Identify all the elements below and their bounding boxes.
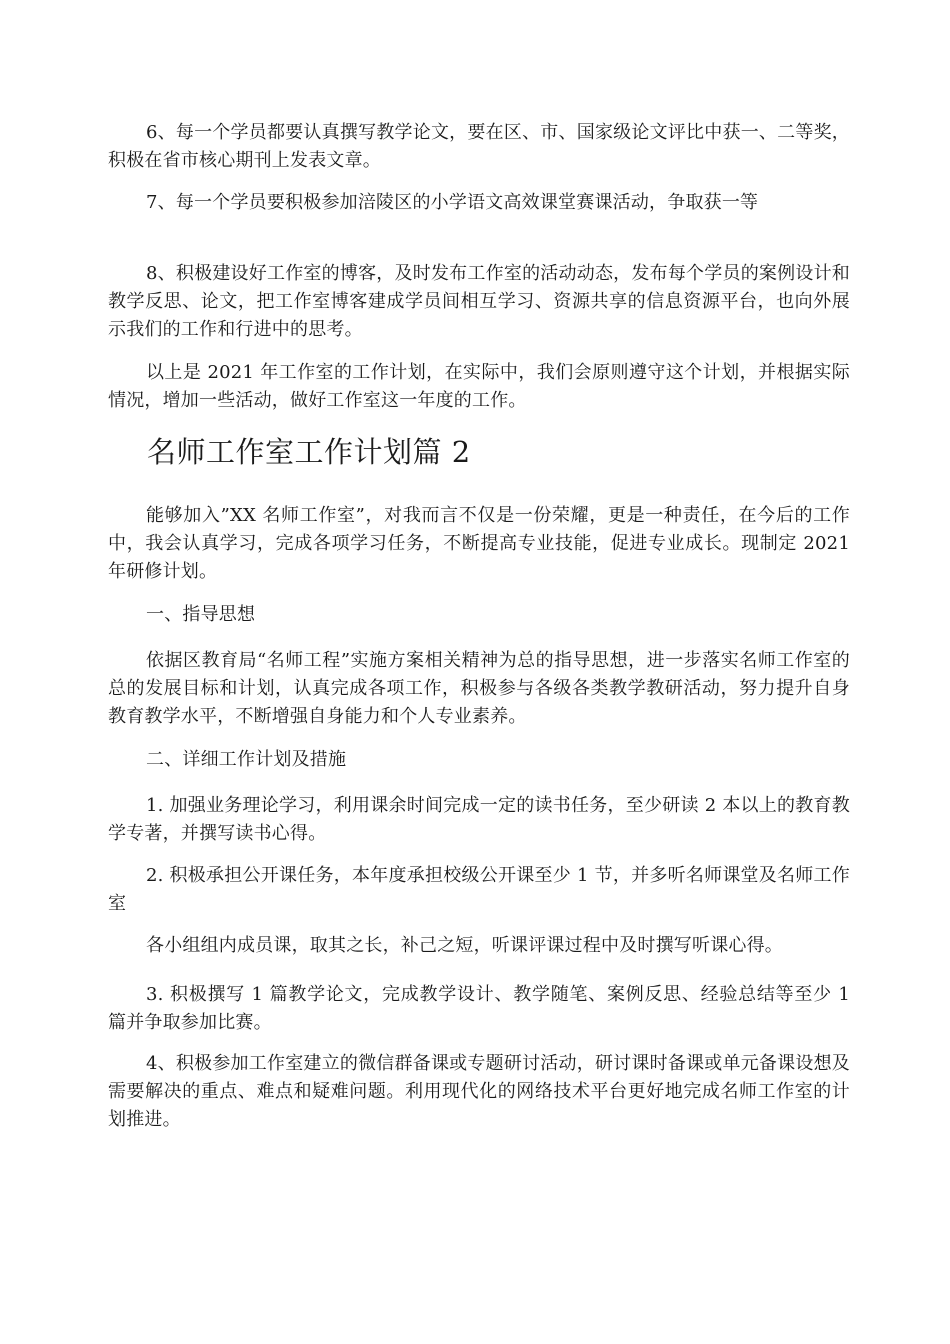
- section-heading: 名师工作室工作计划篇 2: [147, 435, 471, 469]
- subheading-guiding-thought: 一、指导思想: [146, 604, 256, 625]
- subheading-work-plan: 二、详细工作计划及措施: [146, 749, 347, 770]
- list-item-2: 2. 积极承担公开课任务，本年度承担校级公开课至少 1 节，并多听名师课堂及名师工作室: [108, 865, 850, 914]
- list-item-2-continued: 各小组组内成员课，取其之长，补己之短，听课评课过程中及时撰写听课心得。: [146, 935, 783, 956]
- list-item-3: 3. 积极撰写 1 篇教学论文，完成教学设计、教学随笔、案例反思、经验总结等至少 1 篇并争取参加比赛。: [108, 984, 850, 1033]
- list-item-1: 1. 加强业务理论学习，利用课余时间完成一定的读书任务，至少研读 2 本以上的教育教学专著，并撰写读书心得。: [108, 795, 850, 844]
- paragraph-item-7: 7、每一个学员要积极参加涪陵区的小学语文高效课堂赛课活动，争取获一等: [146, 192, 759, 213]
- paragraph-item-8: 8、积极建设好工作室的博客，及时发布工作室的活动动态，发布每个学员的案例设计和教学反思、论文，把工作室博客建成学员间相互学习、资源共享的信息资源平台，也向外展示我们的工作和行进中的思考。: [108, 263, 850, 340]
- paragraph-summary: 以上是 2021 年工作室的工作计划，在实际中，我们会原则遵守这个计划，并根据实际情况，增加一些活动，做好工作室这一年度的工作。: [108, 362, 850, 411]
- paragraph-intro: 能够加入”XX 名师工作室”，对我而言不仅是一份荣耀，更是一种责任，在今后的工作中，我会认真学习，完成各项学习任务，不断提高专业技能，促进专业成长。现制定 2021 年研修计划。: [108, 505, 850, 582]
- paragraph-guiding-thought: 依据区教育局“名师工程”实施方案相关精神为总的指导思想，进一步落实名师工作室的总的发展目标和计划，认真完成各项工作，积极参与各级各类教学教研活动，努力提升自身教育教学水平，不断增强自身能力和个人专业素养。: [108, 650, 850, 727]
- paragraph-item-6: 6、每一个学员都要认真撰写教学论文，要在区、市、国家级论文评比中获一、二等奖，积极在省市核心期刊上发表文章。: [108, 122, 850, 171]
- list-item-4: 4、积极参加工作室建立的微信群备课或专题研讨活动，研讨课时备课或单元备课设想及需要解决的重点、难点和疑难问题。利用现代化的网络技术平台更好地完成名师工作室的计划推进。: [108, 1053, 850, 1130]
